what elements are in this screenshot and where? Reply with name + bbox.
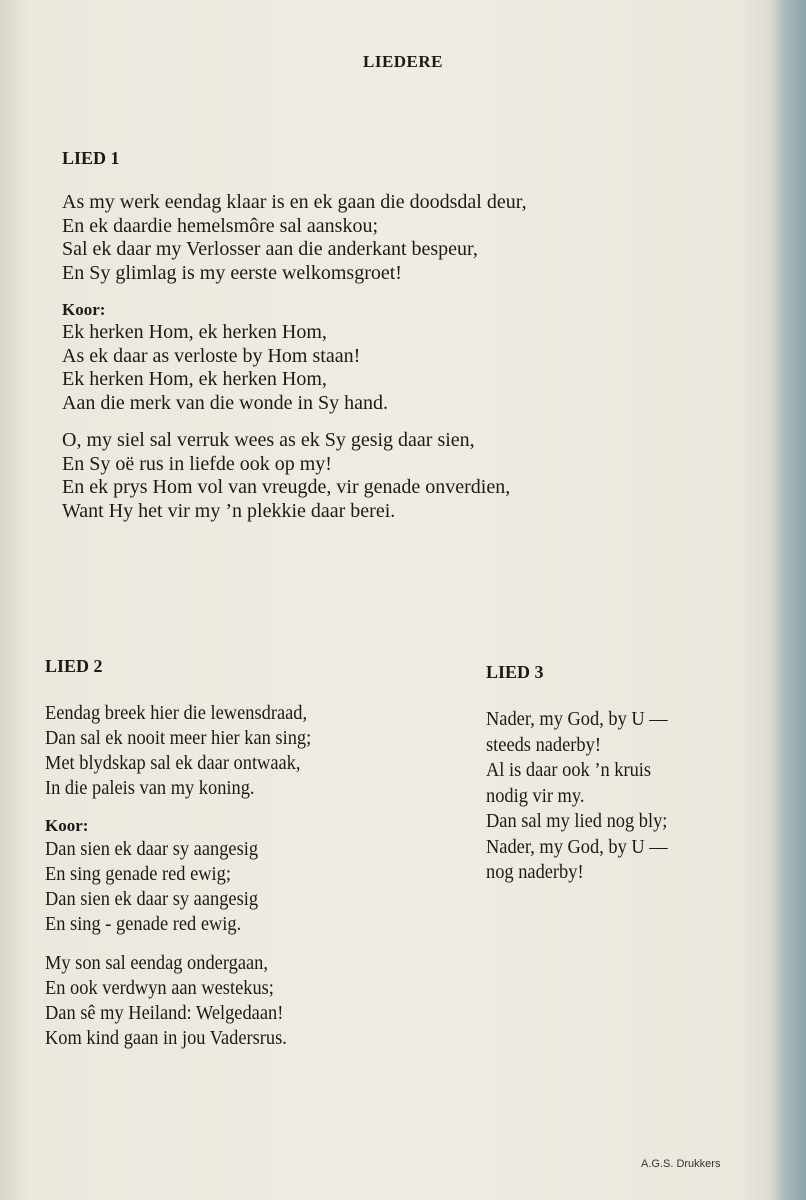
song-heading: LIED 3	[486, 662, 544, 682]
lyric-line: Aan die merk van die wonde in Sy hand.	[62, 391, 389, 414]
lyric-line: Dan sien ek daar sy aangesig	[45, 838, 259, 860]
song-lied-3	[486, 662, 684, 900]
verse	[45, 701, 334, 801]
lyric-line: In die paleis van my koning.	[45, 777, 255, 799]
verse	[486, 707, 684, 886]
lyric-line: En sing - genade red ewig.	[45, 913, 242, 935]
lyric-line: As ek daar as verloste by Hom staan!	[62, 344, 361, 367]
song-lied-2	[45, 656, 334, 1065]
lyric-line: Sal ek daar my Verlosser aan die anderkant bespeur,	[62, 238, 478, 260]
lyric-line: En Sy glimlag is my eerste welkomsgroet!	[62, 261, 402, 284]
lyric-line: nodig vir my.	[486, 784, 585, 807]
lyric-line: Eendag breek hier die lewensdraad,	[45, 702, 308, 724]
lyric-line: Ek herken Hom, ek herken Hom,	[62, 368, 327, 390]
lyric-line: Kom kind gaan in jou Vadersrus.	[45, 1027, 287, 1049]
lyric-line: En ek daardie hemelsmôre sal aanskou;	[62, 214, 378, 237]
chorus	[62, 299, 527, 415]
page-title: LIEDERE	[362, 52, 444, 71]
lyric-line: Ek herken Hom, ek herken Hom,	[62, 321, 327, 343]
lyric-line: En ek prys Hom vol van vreugde, vir genade onverdien,	[62, 476, 511, 498]
lyric-line: En sing genade red ewig;	[45, 863, 231, 885]
lyric-line: As my werk eendag klaar is en ek gaan die doodsdal deur,	[62, 191, 527, 213]
song-heading: LIED 1	[62, 148, 120, 168]
lyric-line: My son sal eendag ondergaan,	[45, 952, 268, 974]
chorus-label: Koor:	[45, 816, 89, 835]
chorus-label: Koor:	[62, 300, 106, 319]
chorus	[45, 815, 334, 937]
lyric-line: En ook verdwyn aan westekus;	[45, 977, 274, 999]
lyric-line: O, my siel sal verruk wees as ek Sy gesig daar sien,	[62, 429, 475, 451]
lyric-line: Met blydskap sal ek daar ontwaak,	[45, 752, 301, 774]
lyric-line: Dan sal ek nooit meer hier kan sing;	[45, 727, 312, 749]
lyric-line: En Sy oë rus in liefde ook op my!	[62, 452, 332, 475]
lyric-line: Al is daar ook ’n kruis	[486, 759, 652, 781]
printer-credit: A.G.S. Drukkers	[641, 1158, 721, 1170]
lyric-line: Nader, my God, by U —	[486, 835, 668, 858]
lyric-line: Dan sal my lied nog bly;	[486, 810, 668, 832]
verse	[62, 429, 527, 523]
song-lied-1	[62, 148, 527, 537]
verse	[45, 951, 334, 1051]
lyric-line: Dan sien ek daar sy aangesig	[45, 888, 259, 910]
lyric-line: Dan sê my Heiland: Welgedaan!	[45, 1002, 284, 1024]
lyric-line: steeds naderby!	[486, 733, 601, 756]
verse	[62, 191, 527, 285]
lyric-line: nog naderby!	[486, 861, 584, 883]
song-heading: LIED 2	[45, 656, 103, 676]
lyric-line: Want Hy het vir my ’n plekkie daar berei.	[62, 499, 396, 522]
lyric-line: Nader, my God, by U —	[486, 708, 668, 730]
